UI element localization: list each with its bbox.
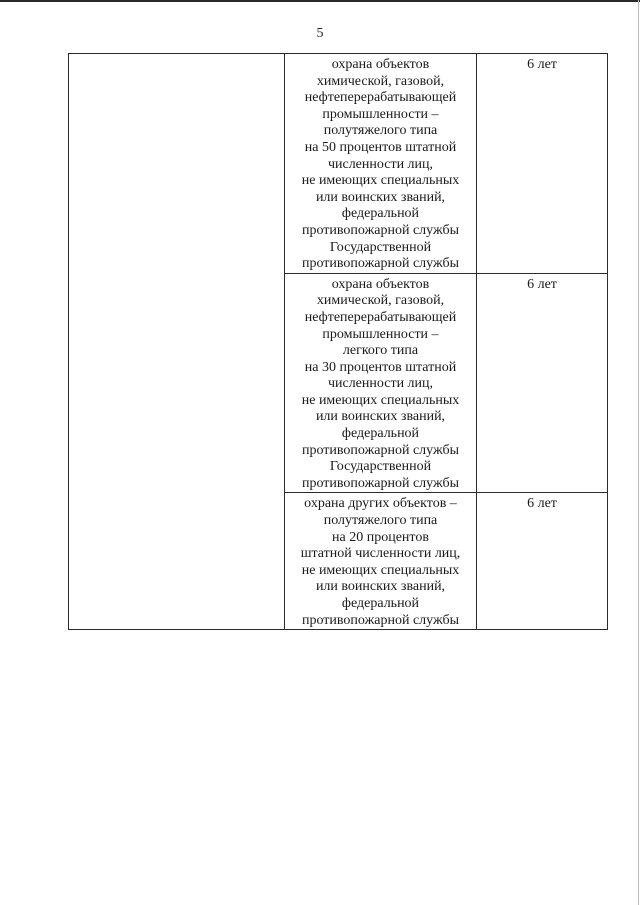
- table-row: [69, 54, 608, 274]
- description-line: на 20 процентов: [332, 529, 429, 545]
- description-line: Государственной: [329, 239, 432, 255]
- description-line: или воинских званий,: [315, 189, 446, 205]
- description-line: полутяжелого типа: [323, 513, 438, 529]
- description-line: не имеющих специальных: [301, 392, 460, 408]
- description-line: промышленности –: [322, 106, 439, 122]
- document-table: [68, 53, 608, 630]
- description-line: химической, газовой,: [316, 293, 445, 309]
- description-line: или воинских званий,: [315, 409, 446, 425]
- description-line: федеральной: [341, 206, 420, 222]
- description-line: противопожарной службы: [302, 475, 459, 491]
- description-line: противопожарной службы: [302, 256, 459, 272]
- description-line: не имеющих специальных: [301, 562, 460, 578]
- description-line: охрана других объектов –: [304, 496, 457, 512]
- empty-merged-cell: [69, 54, 285, 630]
- page-number: 5: [316, 26, 324, 41]
- description-line: численности лиц,: [327, 156, 434, 172]
- description-line: полутяжелого типа: [323, 123, 438, 139]
- description-cell: [285, 273, 477, 493]
- term-cell: [477, 493, 608, 630]
- description-line: численности лиц,: [327, 376, 434, 392]
- description-line: промышленности –: [322, 326, 439, 342]
- description-line: на 50 процентов штатной: [304, 139, 457, 155]
- description-line: федеральной: [341, 596, 420, 611]
- right-edge-line: [638, 0, 639, 905]
- description-line: нефтеперерабатывающей: [304, 309, 457, 325]
- top-border-line: [0, 0, 640, 2]
- description-line: противопожарной службы: [302, 222, 459, 238]
- term-cell: [477, 54, 608, 274]
- description-line: на 30 процентов штатной: [304, 359, 457, 375]
- description-text: [285, 274, 476, 493]
- description-line: не имеющих специальных: [301, 173, 460, 189]
- description-line: охрана объектов: [331, 276, 430, 292]
- description-cell: [285, 493, 477, 630]
- description-line: или воинских званий,: [315, 579, 446, 595]
- term-cell: [477, 273, 608, 493]
- description-text: [285, 54, 476, 273]
- description-line: химической, газовой,: [316, 73, 445, 89]
- term-value: 6 лет: [527, 496, 557, 512]
- description-line: федеральной: [341, 426, 420, 442]
- description-line: противопожарной службы: [302, 442, 459, 458]
- description-line: нефтеперерабатывающей: [304, 90, 457, 106]
- term-value: 6 лет: [527, 57, 557, 72]
- description-line: охрана объектов: [331, 57, 430, 72]
- description-line: противопожарной службы: [302, 612, 459, 628]
- description-text: [285, 493, 476, 629]
- description-line: штатной численности лиц,: [300, 546, 461, 562]
- description-cell: [285, 54, 477, 274]
- description-line: легкого типа: [342, 343, 419, 359]
- description-line: Государственной: [329, 459, 432, 475]
- term-value: 6 лет: [527, 276, 557, 292]
